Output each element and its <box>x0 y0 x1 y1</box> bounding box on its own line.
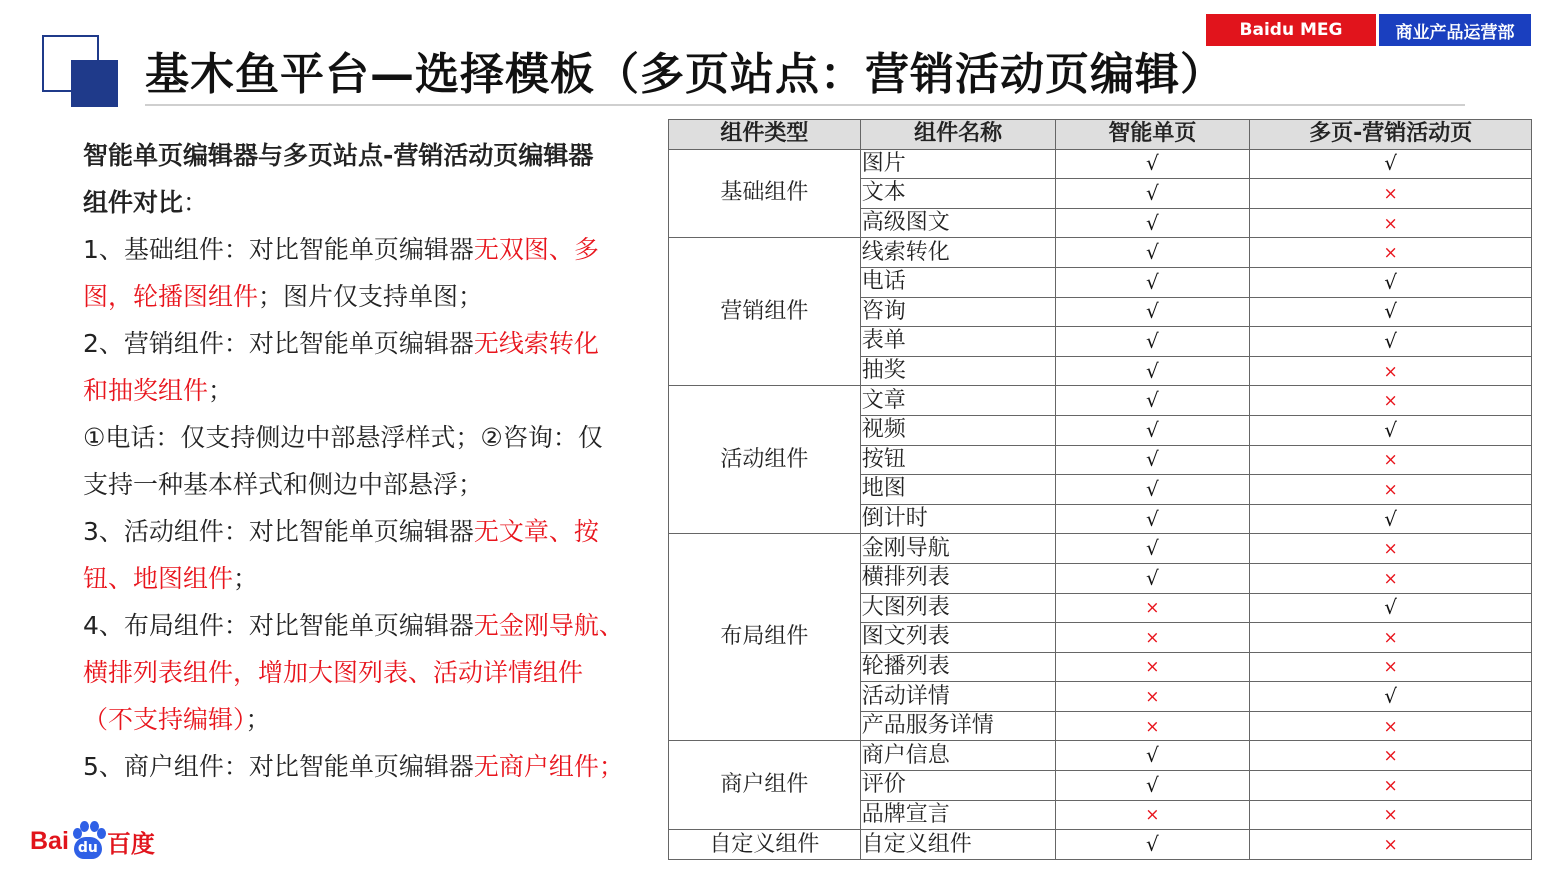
smart-single-page-cell <box>1055 741 1250 771</box>
component-name-cell: 活动详情 <box>860 682 1055 712</box>
note-activity-line2: 钮、地图组件； <box>83 564 259 593</box>
check-icon: √ <box>1146 565 1159 590</box>
check-icon: √ <box>1146 417 1159 442</box>
check-icon: √ <box>1146 388 1159 413</box>
component-name-cell: 品牌宣言 <box>860 800 1055 830</box>
table-row <box>669 386 1532 416</box>
check-icon: √ <box>1146 358 1159 383</box>
cross-icon: × <box>1145 627 1160 648</box>
component-name-cell: 电话 <box>860 267 1055 297</box>
multi-page-cell <box>1250 415 1532 445</box>
cross-icon: × <box>1383 361 1398 382</box>
component-name-cell: 文章 <box>860 386 1055 416</box>
multi-page-cell <box>1250 504 1532 534</box>
page-title: 基木鱼平台—选择模板（多页站点：营销活动页编辑） <box>145 49 1225 100</box>
smart-single-page-cell <box>1055 327 1250 357</box>
baidu-logo: Bai du 百度 <box>30 818 155 864</box>
component-name-cell: 按钮 <box>860 445 1055 475</box>
cross-icon: × <box>1383 213 1398 234</box>
check-icon: √ <box>1146 180 1159 205</box>
component-name-cell: 产品服务详情 <box>860 711 1055 741</box>
title-decoration-fill <box>71 60 118 107</box>
multi-page-cell <box>1250 445 1532 475</box>
smart-single-page-cell <box>1055 771 1250 801</box>
multi-page-cell <box>1250 623 1532 653</box>
component-name-cell: 评价 <box>860 771 1055 801</box>
multi-page-cell <box>1250 711 1532 741</box>
component-type-cell: 自定义组件 <box>669 830 861 860</box>
check-icon: √ <box>1384 417 1398 442</box>
multi-page-cell <box>1250 800 1532 830</box>
multi-page-cell <box>1250 534 1532 564</box>
smart-single-page-cell <box>1055 445 1250 475</box>
multi-page-cell <box>1250 593 1532 623</box>
multi-page-cell <box>1250 179 1532 209</box>
component-name-cell: 轮播列表 <box>860 652 1055 682</box>
multi-page-cell <box>1250 563 1532 593</box>
component-name-cell: 图片 <box>860 149 1055 179</box>
component-name-cell: 线索转化 <box>860 238 1055 268</box>
smart-single-page-cell <box>1055 711 1250 741</box>
component-type-cell: 商户组件 <box>669 741 861 830</box>
component-name-cell: 咨询 <box>860 297 1055 327</box>
multi-page-cell <box>1250 356 1532 386</box>
cross-icon: × <box>1383 657 1398 678</box>
header-multi-page-marketing: 多页-营销活动页 <box>1250 120 1532 150</box>
cross-icon: × <box>1383 539 1398 560</box>
component-name-cell: 自定义组件 <box>860 830 1055 860</box>
smart-single-page-cell <box>1055 534 1250 564</box>
component-name-cell: 图文列表 <box>860 623 1055 653</box>
check-icon: √ <box>1384 328 1398 353</box>
multi-page-cell <box>1250 238 1532 268</box>
component-name-cell: 商户信息 <box>860 741 1055 771</box>
cross-icon: × <box>1145 716 1160 737</box>
check-icon: √ <box>1384 595 1398 620</box>
table-row <box>669 238 1532 268</box>
multi-page-cell <box>1250 741 1532 771</box>
table-row <box>669 534 1532 564</box>
check-icon: √ <box>1146 269 1159 294</box>
cross-icon: × <box>1383 746 1398 767</box>
cross-icon: × <box>1383 627 1398 648</box>
paw-icon: du <box>71 821 105 861</box>
multi-page-cell <box>1250 830 1532 860</box>
smart-single-page-cell <box>1055 238 1250 268</box>
cross-icon: × <box>1383 391 1398 412</box>
header-smart-single-page: 智能单页 <box>1055 120 1250 150</box>
component-name-cell: 倒计时 <box>860 504 1055 534</box>
check-icon: √ <box>1384 151 1398 176</box>
note-marketing-line1: 2、营销组件：对比智能单页编辑器无线索转化 <box>83 329 599 358</box>
intro-line: 组件对比： <box>83 188 209 217</box>
check-icon: √ <box>1146 151 1159 176</box>
cross-icon: × <box>1383 183 1398 204</box>
note-merchant-line1: 5、商户组件：对比智能单页编辑器无商户组件； <box>83 752 624 781</box>
comparison-notes <box>83 132 653 790</box>
table-row <box>669 830 1532 860</box>
check-icon: √ <box>1146 476 1159 501</box>
component-name-cell: 文本 <box>860 179 1055 209</box>
smart-single-page-cell <box>1055 800 1250 830</box>
check-icon: √ <box>1384 506 1398 531</box>
component-type-cell: 布局组件 <box>669 534 861 741</box>
check-icon: √ <box>1146 447 1159 472</box>
smart-single-page-cell <box>1055 149 1250 179</box>
component-type-cell: 活动组件 <box>669 386 861 534</box>
smart-single-page-cell <box>1055 179 1250 209</box>
check-icon: √ <box>1146 328 1159 353</box>
component-name-cell: 高级图文 <box>860 208 1055 238</box>
note-basic-line1: 1、基础组件：对比智能单页编辑器无双图、多 <box>83 235 599 264</box>
note-basic-line2: 图，轮播图组件；图片仅支持单图； <box>83 282 484 311</box>
check-icon: √ <box>1384 269 1398 294</box>
note-layout-line3: （不支持编辑）； <box>83 705 271 734</box>
component-name-cell: 金刚导航 <box>860 534 1055 564</box>
cross-icon: × <box>1383 479 1398 500</box>
smart-single-page-cell <box>1055 356 1250 386</box>
note-marketing-line2: 和抽奖组件； <box>83 376 234 405</box>
check-icon: √ <box>1146 506 1159 531</box>
smart-single-page-cell <box>1055 386 1250 416</box>
smart-single-page-cell <box>1055 208 1250 238</box>
header-component-name: 组件名称 <box>860 120 1055 150</box>
multi-page-cell <box>1250 149 1532 179</box>
component-type-cell: 基础组件 <box>669 149 861 238</box>
note-layout-line1: 4、布局组件：对比智能单页编辑器无金刚导航、 <box>83 611 624 640</box>
smart-single-page-cell <box>1055 682 1250 712</box>
check-icon: √ <box>1146 832 1159 857</box>
check-icon: √ <box>1384 684 1398 709</box>
table-row <box>669 741 1532 771</box>
component-name-cell: 抽奖 <box>860 356 1055 386</box>
component-name-cell: 地图 <box>860 475 1055 505</box>
component-name-cell: 表单 <box>860 327 1055 357</box>
note-phone-consult-line2: 支持一种基本样式和侧边中部悬浮； <box>83 470 484 499</box>
intro-line: 智能单页编辑器与多页站点-营销活动页编辑器 <box>83 141 594 170</box>
table-header-row <box>669 120 1532 150</box>
check-icon: √ <box>1146 210 1159 235</box>
smart-single-page-cell <box>1055 267 1250 297</box>
smart-single-page-cell <box>1055 830 1250 860</box>
table-row <box>669 149 1532 179</box>
cross-icon: × <box>1145 598 1160 619</box>
multi-page-cell <box>1250 652 1532 682</box>
cross-icon: × <box>1383 450 1398 471</box>
multi-page-cell <box>1250 771 1532 801</box>
smart-single-page-cell <box>1055 504 1250 534</box>
note-layout-line2: 横排列表组件，增加大图列表、活动详情组件 <box>83 658 584 687</box>
header-component-type: 组件类型 <box>669 120 861 150</box>
multi-page-cell <box>1250 297 1532 327</box>
check-icon: √ <box>1146 743 1159 768</box>
smart-single-page-cell <box>1055 623 1250 653</box>
smart-single-page-cell <box>1055 563 1250 593</box>
component-type-cell: 营销组件 <box>669 238 861 386</box>
multi-page-cell <box>1250 475 1532 505</box>
cross-icon: × <box>1145 657 1160 678</box>
cross-icon: × <box>1383 716 1398 737</box>
check-icon: √ <box>1146 772 1159 797</box>
smart-single-page-cell <box>1055 415 1250 445</box>
check-icon: √ <box>1146 299 1159 324</box>
badge-department: 商业产品运营部 <box>1379 14 1531 46</box>
check-icon: √ <box>1146 536 1159 561</box>
cross-icon: × <box>1383 568 1398 589</box>
component-name-cell: 横排列表 <box>860 563 1055 593</box>
check-icon: √ <box>1384 299 1398 324</box>
cross-icon: × <box>1383 243 1398 264</box>
badge-baidu-meg: Baidu MEG <box>1206 14 1376 46</box>
cross-icon: × <box>1383 805 1398 826</box>
component-comparison-table <box>668 119 1532 860</box>
smart-single-page-cell <box>1055 593 1250 623</box>
component-name-cell: 大图列表 <box>860 593 1055 623</box>
multi-page-cell <box>1250 386 1532 416</box>
smart-single-page-cell <box>1055 475 1250 505</box>
note-phone-consult-line1: ①电话：仅支持侧边中部悬浮样式；②咨询：仅 <box>83 423 603 452</box>
multi-page-cell <box>1250 682 1532 712</box>
smart-single-page-cell <box>1055 297 1250 327</box>
multi-page-cell <box>1250 267 1532 297</box>
component-name-cell: 视频 <box>860 415 1055 445</box>
cross-icon: × <box>1145 805 1160 826</box>
cross-icon: × <box>1383 775 1398 796</box>
smart-single-page-cell <box>1055 652 1250 682</box>
note-activity-line1: 3、活动组件：对比智能单页编辑器无文章、按 <box>83 517 599 546</box>
multi-page-cell <box>1250 208 1532 238</box>
cross-icon: × <box>1145 687 1160 708</box>
title-divider <box>145 104 1465 106</box>
multi-page-cell <box>1250 327 1532 357</box>
check-icon: √ <box>1146 240 1159 265</box>
cross-icon: × <box>1383 835 1398 856</box>
